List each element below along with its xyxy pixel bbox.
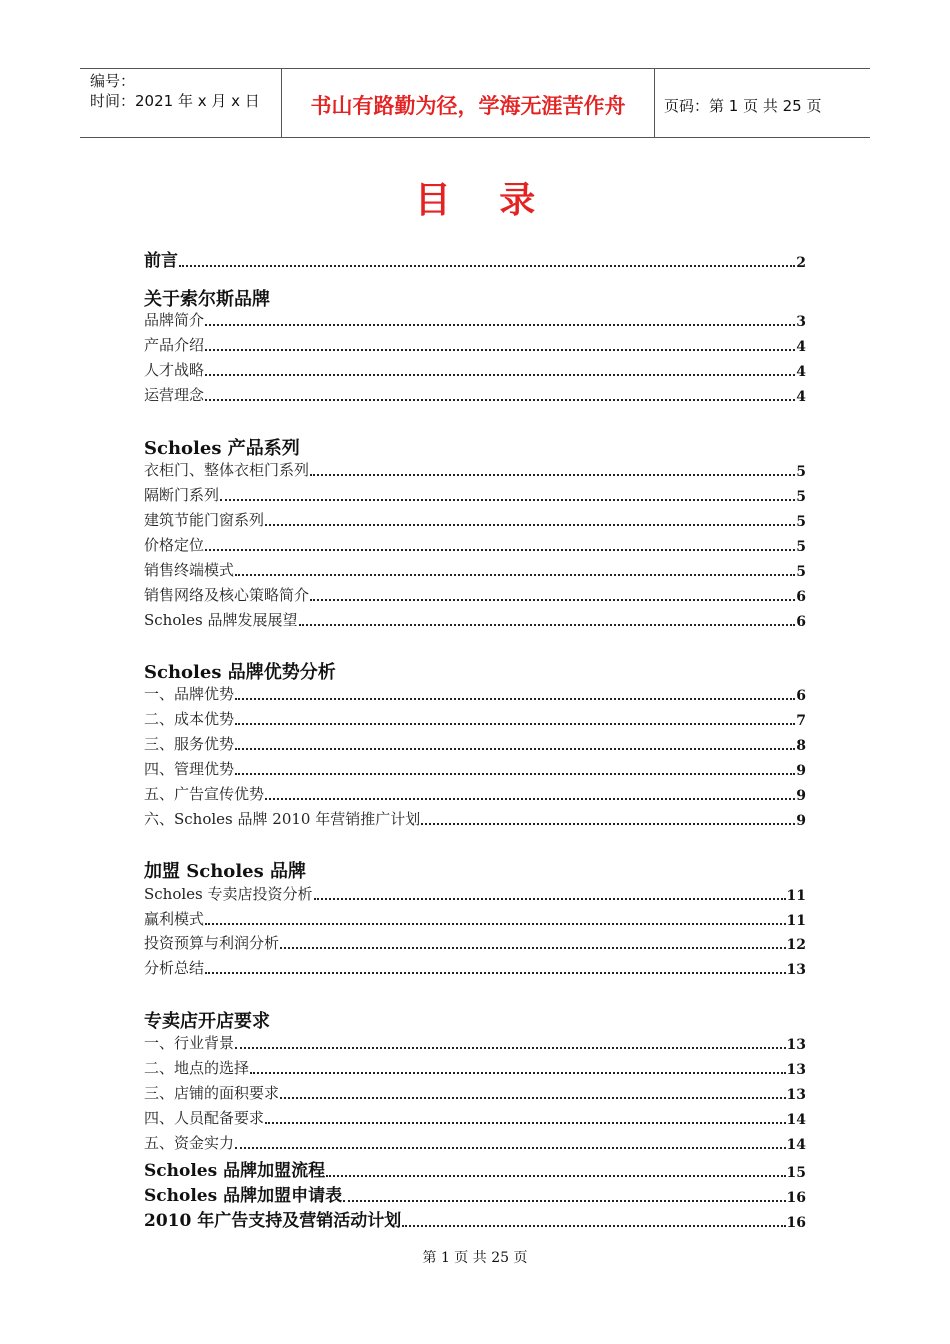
toc-entry-page: 7 [796,713,806,729]
toc-entry-label: 投资预算与利润分析 [144,934,280,952]
toc-entry-label: 二、成本优势 [144,710,235,728]
toc-entry[interactable] [144,883,806,904]
toc-entry[interactable] [144,1107,806,1128]
toc-entry-page: 9 [796,763,806,779]
toc-entry[interactable] [144,534,806,555]
toc-entry[interactable] [144,758,806,779]
header-motto: 书山有路勤为径，学海无涯苦作舟 [282,69,655,137]
document-number-label: 编号： [90,72,136,90]
toc-entry[interactable] [144,459,806,480]
toc-entry[interactable] [144,1032,806,1053]
toc-entry-label: 隔断门系列 [144,486,220,504]
toc-entry-page: 13 [786,1062,806,1078]
dot-leader [421,823,795,825]
toc-entry-preface[interactable] [144,246,806,271]
toc-entry[interactable] [144,708,806,729]
toc-entry[interactable] [144,334,806,355]
toc-entry-label: Scholes 专卖店投资分析 [144,885,313,903]
toc-entry[interactable] [144,733,806,754]
dot-leader [265,524,795,526]
page-header [80,68,870,138]
toc-entry[interactable] [144,1082,806,1103]
toc-entry[interactable] [144,384,806,405]
toc-entry[interactable] [144,584,806,605]
toc-entry-page: 6 [796,688,806,704]
toc-entry-page: 13 [786,1037,806,1053]
toc-section-title: Scholes 品牌优势分析 [144,662,336,683]
toc-entry-label: 四、管理优势 [144,760,235,778]
toc-entry[interactable] [144,908,806,929]
dot-leader [343,1200,785,1202]
toc-entry-label: 人才战略 [144,361,205,379]
toc-section-title: 专卖店开店要求 [144,1011,270,1032]
toc-entry-page: 9 [796,813,806,829]
header-page-label: 页码：第 1 页 共 25 页 [664,96,822,115]
toc-entry-label: 运营理念 [144,386,205,404]
toc-entry-page: 5 [796,539,806,555]
toc-entry[interactable] [144,509,806,530]
header-info-cell [80,69,282,137]
page-footer: 第 1 页 共 25 页 [422,1250,528,1266]
toc-section-title: 加盟 Scholes 品牌 [144,861,307,882]
toc-entry[interactable] [144,783,806,804]
toc-entry-label: 分析总结 [144,959,205,977]
toc-entry[interactable] [144,484,806,505]
toc-entry-page: 16 [786,1215,806,1231]
toc-entry-label: Scholes 品牌发展展望 [144,611,298,629]
dot-leader [205,324,795,326]
dot-leader [265,798,795,800]
document-date-label: 时间：2021 年 x 月 x 日 [90,92,260,110]
toc-entry[interactable] [144,1057,806,1078]
dot-leader [235,723,795,725]
dot-leader [205,374,795,376]
toc-entry-page: 4 [796,339,806,355]
toc-entry[interactable] [144,359,806,380]
toc-entry-label: 前言 [144,251,178,271]
dot-leader [250,1072,786,1074]
dot-leader [235,1147,786,1149]
toc-entry-label: 销售终端模式 [144,561,235,579]
toc-entry-label: 销售网络及核心策略简介 [144,586,310,604]
toc-entry-label: 产品介绍 [144,336,205,354]
toc-entry-page: 16 [786,1190,806,1206]
dot-leader [326,1175,785,1177]
toc-entry-page: 5 [796,564,806,580]
dot-leader [205,923,786,925]
dot-leader [235,748,795,750]
dot-leader [265,1122,786,1124]
toc-entry-page: 12 [786,937,806,953]
dot-leader [402,1225,785,1227]
toc-entry-page: 6 [796,589,806,605]
toc-entry-page: 2 [796,255,806,271]
dot-leader [205,399,795,401]
dot-leader [205,549,795,551]
dot-leader [179,265,795,267]
toc-entry-page: 11 [786,888,806,904]
toc-entry-page: 15 [786,1165,806,1181]
toc-entry-page: 5 [796,489,806,505]
toc-section-title: 关于索尔斯品牌 [144,289,270,310]
toc-entry-label: Scholes 品牌加盟流程 [144,1161,326,1181]
toc-entry[interactable] [144,957,806,978]
toc-entry-page: 11 [786,913,806,929]
toc-entry-main[interactable] [144,1181,806,1206]
dot-leader [235,698,795,700]
dot-leader [280,947,786,949]
toc-entry-page: 4 [796,389,806,405]
toc-entry-label: 赢利模式 [144,910,205,928]
toc-entry-label: 建筑节能门窗系列 [144,511,265,529]
toc-entry-page: 13 [786,1087,806,1103]
toc-entry-label: 二、地点的选择 [144,1059,250,1077]
toc-entry-label: 一、行业背景 [144,1034,235,1052]
dot-leader [205,349,795,351]
toc-entry-label: 四、人员配备要求 [144,1109,265,1127]
toc-entry-label: 三、店铺的面积要求 [144,1084,280,1102]
dot-leader [310,474,795,476]
dot-leader [220,499,795,501]
toc-entry-page: 13 [786,962,806,978]
dot-leader [235,1047,786,1049]
toc-entry-label: 衣柜门、整体衣柜门系列 [144,461,310,479]
toc-entry-label: 三、服务优势 [144,735,235,753]
toc-entry-label: 五、广告宣传优势 [144,785,265,803]
toc-entry-page: 6 [796,614,806,630]
toc-entry[interactable] [144,309,806,330]
toc-entry-page: 14 [786,1137,806,1153]
toc-entry-page: 5 [796,464,806,480]
dot-leader [235,773,795,775]
toc-entry-page: 8 [796,738,806,754]
toc-entry-label: 六、Scholes 品牌 2010 年营销推广计划 [144,810,421,828]
dot-leader [235,574,795,576]
toc-section-title: Scholes 产品系列 [144,438,300,459]
toc-entry[interactable] [144,932,806,953]
toc-entry[interactable] [144,683,806,704]
toc-entry-page: 3 [796,314,806,330]
toc-entry-label: 一、品牌优势 [144,685,235,703]
toc-entry[interactable] [144,559,806,580]
toc-entry-label: Scholes 品牌加盟申请表 [144,1186,343,1206]
dot-leader [205,972,786,974]
toc-entry-label: 五、资金实力 [144,1134,235,1152]
toc-entry[interactable] [144,808,806,829]
toc-entry-page: 4 [796,364,806,380]
dot-leader [314,898,786,900]
toc-entry-page: 5 [796,514,806,530]
dot-leader [310,599,795,601]
toc-entry[interactable] [144,1132,806,1153]
toc-entry-main[interactable] [144,1206,806,1231]
dot-leader [299,624,796,626]
dot-leader [280,1097,786,1099]
toc-entry-page: 14 [786,1112,806,1128]
toc-entry-label: 品牌简介 [144,311,205,329]
toc-entry[interactable] [144,609,806,630]
toc-entry-main[interactable] [144,1156,806,1181]
page-title: 目 录 [414,180,554,221]
toc-entry-page: 9 [796,788,806,804]
toc-entry-label: 2010 年广告支持及营销活动计划 [144,1211,402,1231]
toc-entry-label: 价格定位 [144,536,205,554]
